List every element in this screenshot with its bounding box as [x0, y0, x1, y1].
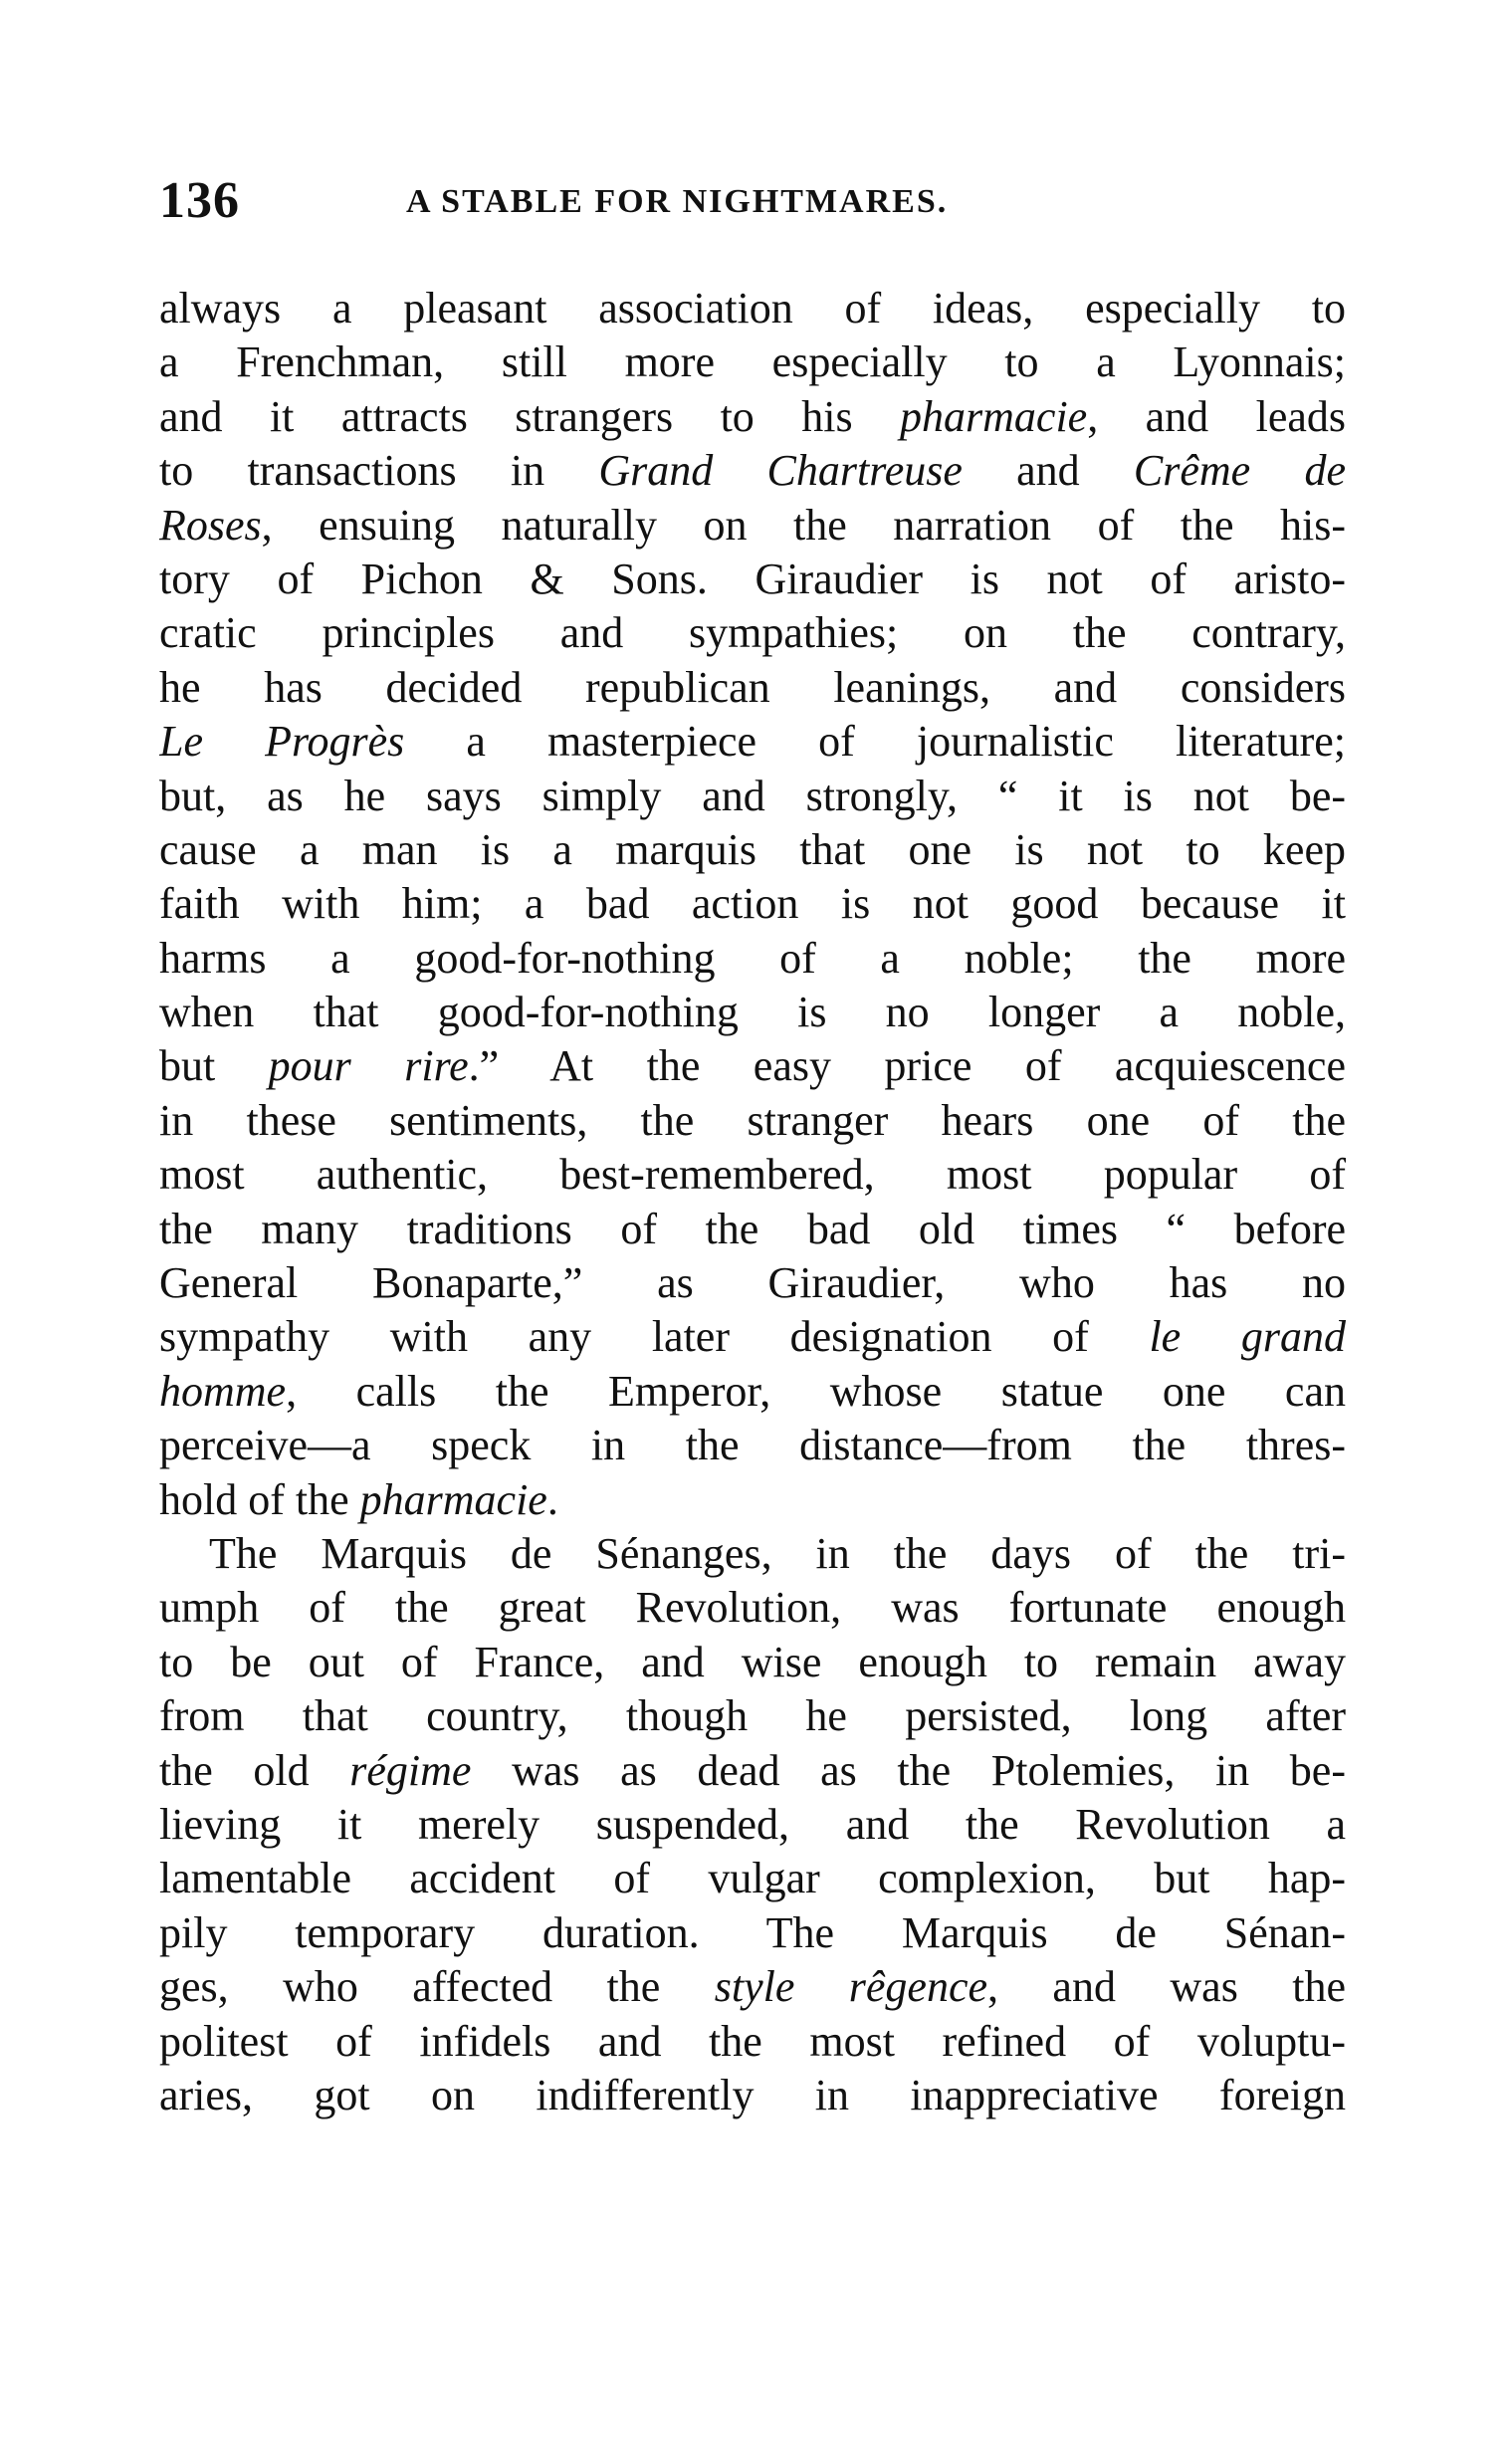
text-line — [159, 1527, 1346, 1581]
text-segment: tory of Pichon & Sons. Giraudier is not of aristo- — [159, 554, 1346, 603]
text-line — [159, 1960, 1346, 2014]
italic-text: pharmacie — [900, 391, 1088, 441]
page-number: 136 — [159, 172, 240, 229]
text-segment: perceive—a speck in the distance—from the thres- — [159, 1421, 1346, 1470]
text-segment: , ensuing naturally on the narration of the his- — [261, 500, 1346, 550]
text-segment: umph of the great Revolution, was fortunate enough — [159, 1583, 1346, 1633]
text-line — [159, 1094, 1346, 1148]
text-line — [159, 1744, 1346, 1798]
text-segment: always a pleasant association of ideas, especially to — [159, 284, 1346, 333]
text-segment: the many traditions of the bad old times “ before — [159, 1204, 1346, 1253]
text-segment: .” At the easy price of acquiescence — [468, 1041, 1346, 1091]
italic-text: Crême de — [1133, 446, 1346, 496]
text-segment: faith with him; a bad action is not good because it — [159, 879, 1346, 929]
text-line — [159, 1473, 1346, 1527]
text-line — [159, 606, 1346, 660]
text-segment: , and was the — [987, 1962, 1346, 2012]
text-segment: cause a man is a marquis that one is not to keep — [159, 824, 1346, 874]
text-line — [159, 1365, 1346, 1419]
text-segment: was as dead as the Ptolemies, in be- — [471, 1745, 1346, 1795]
text-segment: General Bonaparte,” as Giraudier, who has no — [159, 1258, 1346, 1308]
text-segment: when that good-for-nothing is no longer a noble, — [159, 988, 1346, 1037]
text-segment: pily temporary duration. The Marquis de Sénan- — [159, 1907, 1346, 1957]
text-segment: , calls the Emperor, whose statue one can — [286, 1366, 1346, 1416]
text-segment: to transactions in — [159, 446, 599, 496]
text-line — [159, 877, 1346, 931]
text-line — [159, 553, 1346, 606]
text-line — [159, 1039, 1346, 1093]
text-line — [159, 444, 1346, 498]
text-segment: sympathy with any later designation of — [159, 1312, 1150, 1362]
text-segment: cratic principles and sympathies; on the contrary, — [159, 608, 1346, 658]
text-line — [159, 1581, 1346, 1635]
text-segment: and it attracts strangers to his — [159, 391, 901, 441]
text-line — [159, 823, 1346, 877]
text-line — [159, 1419, 1346, 1472]
text-segment: politest of infidels and the most refined of voluptu- — [159, 2016, 1346, 2066]
text-line — [159, 1310, 1346, 1364]
text-segment: ges, who affected the — [159, 1962, 715, 2012]
text-segment: from that country, though he persisted, long after — [159, 1691, 1346, 1741]
italic-text: homme — [159, 1366, 287, 1416]
text-line — [159, 1256, 1346, 1310]
italic-text: style rêgence — [714, 1962, 988, 2012]
text-line — [159, 715, 1346, 769]
text-segment: lamentable accident of vulgar complexion, but hap- — [159, 1854, 1346, 1903]
text-segment: the old — [159, 1745, 350, 1795]
text-line — [159, 499, 1346, 553]
text-segment: and — [962, 446, 1134, 496]
text-line — [159, 1636, 1346, 1689]
text-segment: aries, got on indifferently in inappreciative foreign — [159, 2070, 1346, 2119]
text-segment: lieving it merely suspended, and the Revolution a — [159, 1799, 1346, 1849]
text-segment: but, as he says simply and strongly, “ it is not be- — [159, 771, 1346, 820]
text-line — [159, 1689, 1346, 1743]
text-segment: most authentic, best-remembered, most popular of — [159, 1150, 1346, 1200]
text-line — [159, 1148, 1346, 1202]
text-segment: The Marquis de Sénanges, in the days of the tri- — [209, 1528, 1346, 1578]
italic-text: pharmacie — [359, 1474, 547, 1524]
text-segment: , and leads — [1087, 391, 1346, 441]
text-line — [159, 932, 1346, 986]
text-segment: a masterpiece of journalistic literature; — [404, 717, 1346, 767]
text-line — [159, 2015, 1346, 2069]
italic-text: régime — [349, 1745, 472, 1795]
running-head — [159, 171, 1346, 241]
text-line — [159, 1203, 1346, 1256]
text-line — [159, 2069, 1346, 2122]
italic-text: le grand — [1149, 1312, 1346, 1362]
body-text — [159, 282, 1346, 2122]
italic-text: Grand Chartreuse — [598, 446, 963, 496]
text-line — [159, 1906, 1346, 1960]
text-segment: harms a good-for-nothing of a noble; the more — [159, 933, 1346, 983]
text-line — [159, 335, 1346, 389]
text-line — [159, 770, 1346, 823]
text-segment: . — [546, 1474, 558, 1524]
italic-text: Le Progrès — [159, 717, 405, 767]
italic-text: pour rire — [268, 1041, 469, 1091]
text-segment: he has decided republican leanings, and considers — [159, 662, 1346, 712]
text-segment: in these sentiments, the stranger hears one of the — [159, 1095, 1346, 1145]
text-segment: hold of the — [159, 1474, 360, 1524]
italic-text: Roses — [159, 500, 262, 550]
text-line — [159, 282, 1346, 335]
text-segment: but — [159, 1041, 269, 1091]
text-line — [159, 661, 1346, 715]
text-line — [159, 986, 1346, 1039]
text-line — [159, 390, 1346, 444]
running-title: A STABLE FOR NIGHTMARES. — [406, 183, 949, 220]
text-segment: a Frenchman, still more especially to a Lyonnais; — [159, 337, 1346, 387]
text-line — [159, 1798, 1346, 1852]
text-line — [159, 1852, 1346, 1905]
text-segment: to be out of France, and wise enough to remain away — [159, 1637, 1346, 1686]
